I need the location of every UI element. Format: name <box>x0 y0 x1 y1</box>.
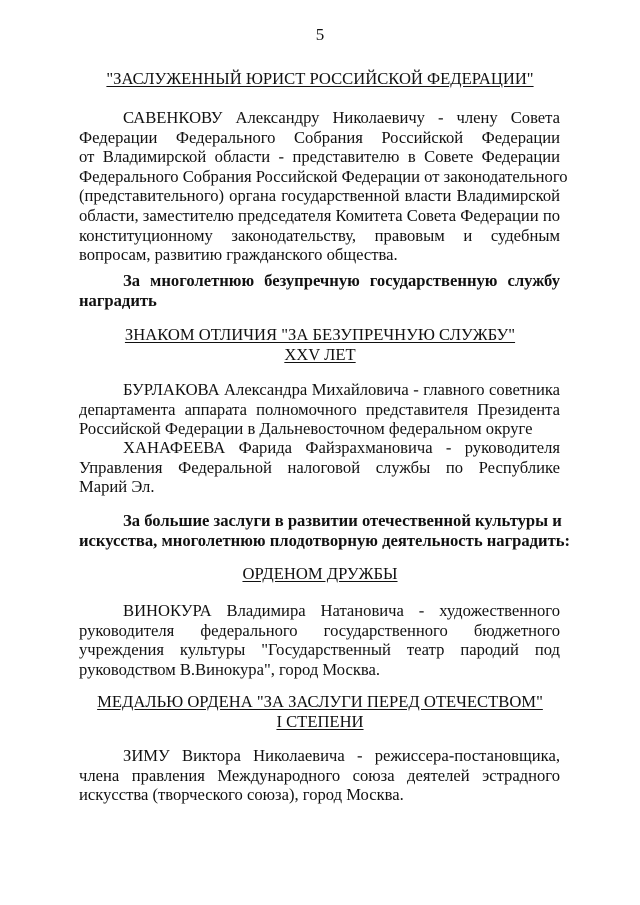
decree-line: искусства, многолетнюю плодотворную деятельность наградить: <box>79 530 571 550</box>
nominee-paragraph-zima <box>79 746 560 805</box>
paragraph-line: ХАНАФЕЕВА Фарида Файзрахмановича - руководителя <box>123 438 560 457</box>
paragraph-line: ЗИМУ Виктора Николаевича - режиссера-постановщика, <box>123 746 560 765</box>
nominee-paragraph-khanafeev <box>79 438 560 497</box>
award-title-line: МЕДАЛЬЮ ОРДЕНА "ЗА ЗАСЛУГИ ПЕРЕД ОТЕЧЕСТВОМ" <box>97 692 543 711</box>
paragraph-line: департамента аппарата полномочного представителя Президента <box>79 399 560 419</box>
award-title-honored-lawyer <box>0 69 640 89</box>
paragraph-line: руководством В.Винокура", город Москва. <box>79 659 381 679</box>
paragraph-line: (представительного) органа государственной власти Владимирской <box>79 186 560 206</box>
paragraph-line: Федерации Федерального Собрания Российской Федерации <box>79 127 560 147</box>
paragraph-line: ВИНОКУРА Владимира Натановича - художественного <box>123 601 560 620</box>
paragraph-line: Управления Федеральной налоговой службы по Республике <box>79 457 560 477</box>
page-number: 5 <box>315 25 325 44</box>
award-decree-culture <box>79 511 571 550</box>
decree-line: наградить <box>79 290 157 310</box>
paragraph-line: БУРЛАКОВА Александра Михайловича - главного советника <box>123 380 560 399</box>
paragraph-line: члена правления Международного союза деятелей эстрадного <box>79 765 560 785</box>
nominee-paragraph-vinokur <box>79 601 560 679</box>
paragraph-line: Российской Федерации в Дальневосточном федеральном округе <box>79 419 533 439</box>
paragraph-line: конституционному законодательству, правовым и судебным <box>79 225 560 245</box>
decree-line: За многолетнюю безупречную государственную службу <box>123 271 560 290</box>
nominee-paragraph-savenkov <box>79 108 568 265</box>
award-title-line: XXV ЛЕТ <box>284 344 356 364</box>
nominee-paragraph-burlakov <box>79 380 560 439</box>
award-title-line: I СТЕПЕНИ <box>276 711 364 731</box>
award-title-order-of-friendship <box>0 564 640 584</box>
award-title-line: ЗНАКОМ ОТЛИЧИЯ "ЗА БЕЗУПРЕЧНУЮ СЛУЖБУ" <box>124 325 516 344</box>
paragraph-line: САВЕНКОВУ Александру Николаевичу - члену Совета <box>123 108 560 127</box>
decree-line: За большие заслуги в развитии отечественной культуры и <box>123 511 562 530</box>
paragraph-line: Марий Эл. <box>79 477 155 497</box>
paragraph-line: от Владимирской области - представителю в Совете Федерации <box>79 147 560 167</box>
award-title-medal-merit <box>0 692 640 731</box>
paragraph-line: искусства (творческого союза), город Москва. <box>79 785 404 805</box>
paragraph-line: области, заместителю председателя Комитета Совета Федерации по <box>79 205 560 225</box>
paragraph-line: Федерального Собрания Российской Федерации от законодательного <box>79 166 568 186</box>
award-title-impeccable-service <box>0 325 640 364</box>
award-title-line: "ЗАСЛУЖЕННЫЙ ЮРИСТ РОССИЙСКОЙ ФЕДЕРАЦИИ" <box>106 69 534 88</box>
paragraph-line: учреждения культуры "Государственный театр пародий под <box>79 640 560 660</box>
award-title-line: ОРДЕНОМ ДРУЖБЫ <box>242 564 398 583</box>
paragraph-line: вопросам, развитию гражданского общества. <box>79 245 398 265</box>
paragraph-line: руководителя федерального государственного бюджетного <box>79 620 560 640</box>
award-decree-civil-service <box>79 271 560 310</box>
